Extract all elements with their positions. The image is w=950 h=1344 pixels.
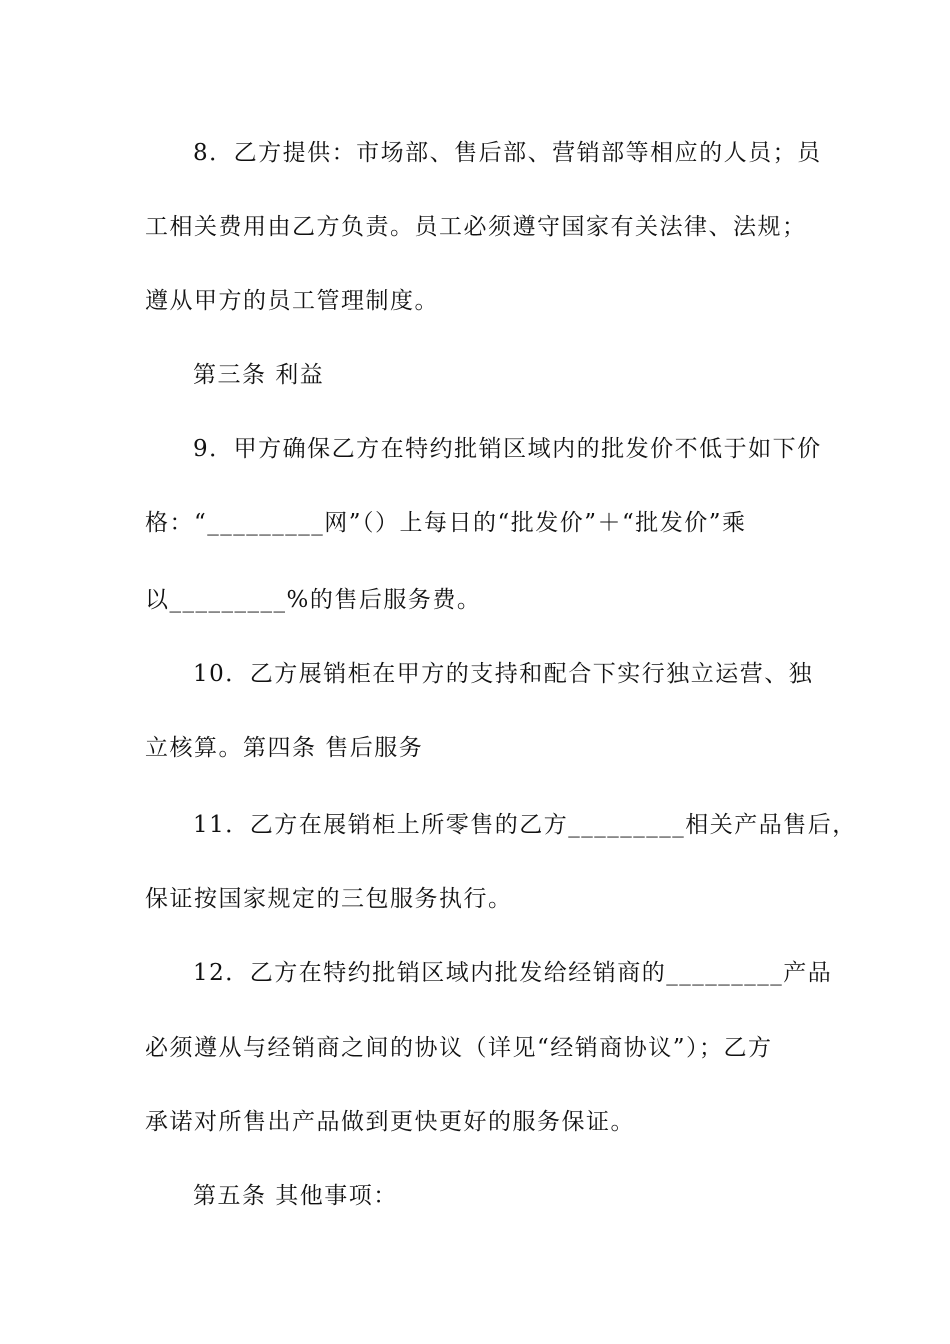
paragraph-line: 9．甲方确保乙方在特约批销区域内的批发价不低于如下价 [193,436,822,462]
paragraph-line: 工相关费用由乙方负责。员工必须遵守国家有关法律、法规； [145,214,807,240]
paragraph-line: 保证按国家规定的三包服务执行。 [145,886,513,912]
paragraph-line: 承诺对所售出产品做到更快更好的服务保证。 [145,1109,635,1135]
paragraph-line: 12．乙方在特约批销区域内批发给经销商的_________产品 [193,960,833,986]
paragraph-line: 以_________%的售后服务费。 [145,587,482,613]
paragraph-line: 遵从甲方的员工管理制度。 [145,288,439,314]
paragraph-line: 8．乙方提供：市场部、售后部、营销部等相应的人员；员 [193,140,822,166]
section-heading: 第五条 其他事项： [193,1183,398,1209]
paragraph-line: 11．乙方在展销柜上所零售的乙方_________相关产品售后， [193,812,857,838]
paragraph-line: 必须遵从与经销商之间的协议（详见“经销商协议”）；乙方 [145,1035,773,1061]
paragraph-line: 格：“_________网”（）上每日的“批发价”＋“批发价”乘 [145,510,747,536]
paragraph-line: 10．乙方展销柜在甲方的支持和配合下实行独立运营、独 [193,661,814,687]
paragraph-line: 立核算。第四条 售后服务 [145,735,424,761]
section-heading: 第三条 利益 [193,362,325,388]
